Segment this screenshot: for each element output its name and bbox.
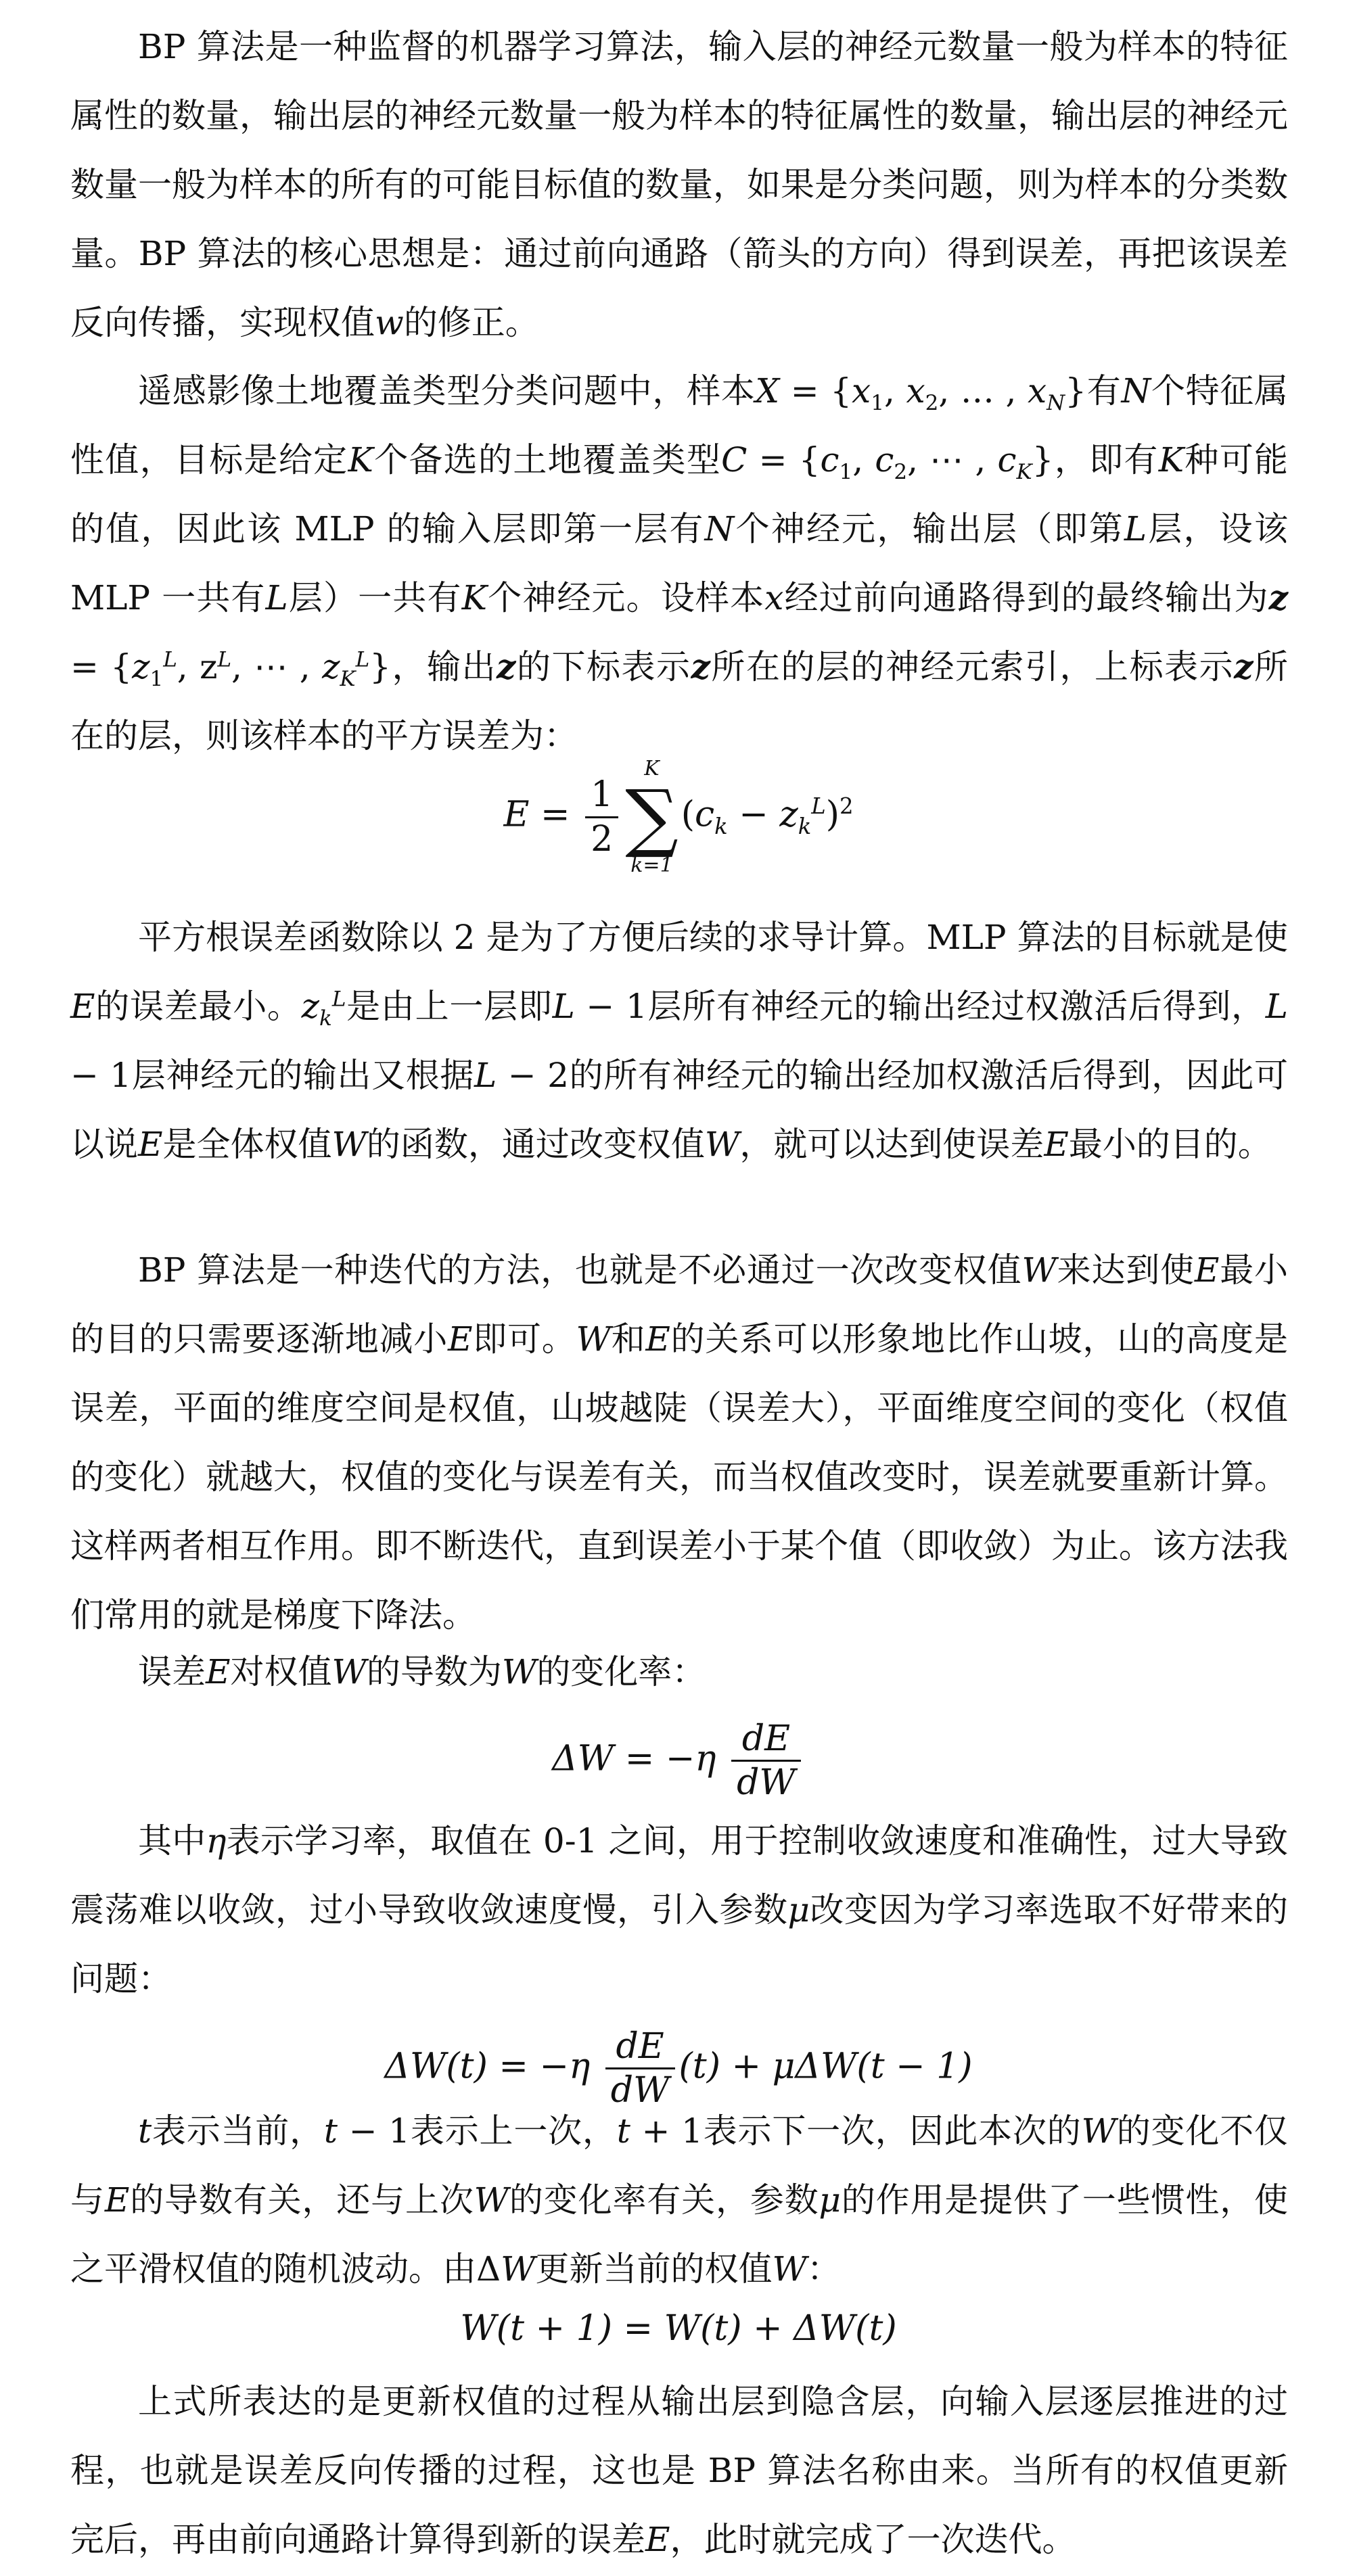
eq1-fraction: $\frac{1}{2}$ <box>585 774 618 860</box>
paragraph-backpropagation: 上式所表达的是更新权值的过程从输出层到隐含层，向输入层逐层推进的过程，也就是误差反向传播的过程，这也是 BP 算法名称由来。当所有的权值更新完后，再由前向通路计算得到新的误差E，此时就完成了一次迭代。 <box>70 2382 1288 2559</box>
paragraph-iteration: BP 算法是一种迭代的方法，也就是不必通过一次改变权值W来达到使E最小的目的只需要逐渐地减小E即可。W和E的关系可以形象地比作山坡，山的高度是误差，平面的维度空间是权值，山坡越陡（误差大），平面维度空间的变化（权值的变化）就越大，权值的变化与误差有关，而当权值改变时，误差就要重新计算。这样两者相互作用。即不断迭代，直到误差小于某个值（即收敛）为止。该方法我们常用的就是梯度下降法。 <box>70 1250 1289 1635</box>
paragraph-derivative-intro: 误差E对权值W的导数为W的变化率： <box>138 1652 706 1691</box>
paragraph-sample-definition: 遥感影像土地覆盖类型分类问题中，样本$X = \{x_1$, $x_2$, … , $x_N$}有N个特征属性值，目标是给定K个备选的土地覆盖类型$C = \{c_1$, $c_2$, ⋯ , $c_K$}，即有K种可能的值，因此该 MLP 的输入层即第一层有N个神经元，输出层（即第L层，设该 MLP 一共有L层）一共有K个神经元。设样本x经过前向通路得到的最终输出为$z = \{z_1^L$, $z^L$, ⋯ , $z_K^L$}，输出z的下标表示z所在的层的神经元索引，上标表示z所在的层，则该样本的平方误差为： <box>70 371 1289 755</box>
eq3-fraction: $\frac{dE}{dW}$ <box>605 2025 675 2112</box>
paragraph-mlp-objective: 平方根误差函数除以 2 是为了方便后续的求导计算。MLP 算法的目标就是使E的误差最小。$z_k^L$是由上一层即L − 1层所有神经元的输出经过权激活后得到，L − 1层神经元的输出又根据L − 2的所有神经元的输出经加权激活后得到，因此可以说E是全体权值W的函数，通过改变权值W，就可以达到使误差E最小的目的。 <box>70 918 1288 1164</box>
paragraph-bp-intro: BP 算法是一种监督的机器学习算法，输入层的神经元数量一般为样本的特征属性的数量，输出层的神经元数量一般为样本的特征属性的数量，输出层的神经元数量一般为样本的所有的可能目标值的数量，如果是分类问题，则为样本的分类数量。BP 算法的核心思想是：通过前向通路（箭头的方向）得到误差，再把该误差反向传播，实现权值w的修正。 <box>70 27 1288 342</box>
paragraph-time-index: t表示当前，t − 1表示上一次，t + 1表示下一次，因此本次的W的变化不仅与E的导数有关，还与上次W的变化率有关，参数μ的作用是提供了一些惯性，使之平滑权值的随机波动。由ΔW更新当前的权值W： <box>70 2111 1289 2289</box>
equation-squared-error: E = $\frac{1}{2}$ K ∑ k=1 $(c_k - z_k^L)^2$ <box>503 757 854 877</box>
eq1-summation: K ∑ k=1 <box>625 757 678 877</box>
paragraph-learning-rate: 其中η表示学习率，取值在 0-1 之间，用于控制收敛速度和准确性，过大导致震荡难以收敛，过小导致收敛速度慢，引入参数μ改变因为学习率选取不好带来的问题： <box>70 1821 1288 1998</box>
eq2-fraction: $\frac{dE}{dW}$ <box>731 1718 801 1804</box>
equation-weight-update: W(t + 1) = W(t) + ΔW(t) <box>460 2308 897 2349</box>
eq1-lhs: E <box>503 794 530 835</box>
equation-momentum-update: ΔW(t) = −η $\frac{dE}{dW}$ (t) + μΔW(t − 1) <box>384 2026 973 2111</box>
equation-weight-change: ΔW = −η $\frac{dE}{dW}$ <box>0 1718 1357 1804</box>
